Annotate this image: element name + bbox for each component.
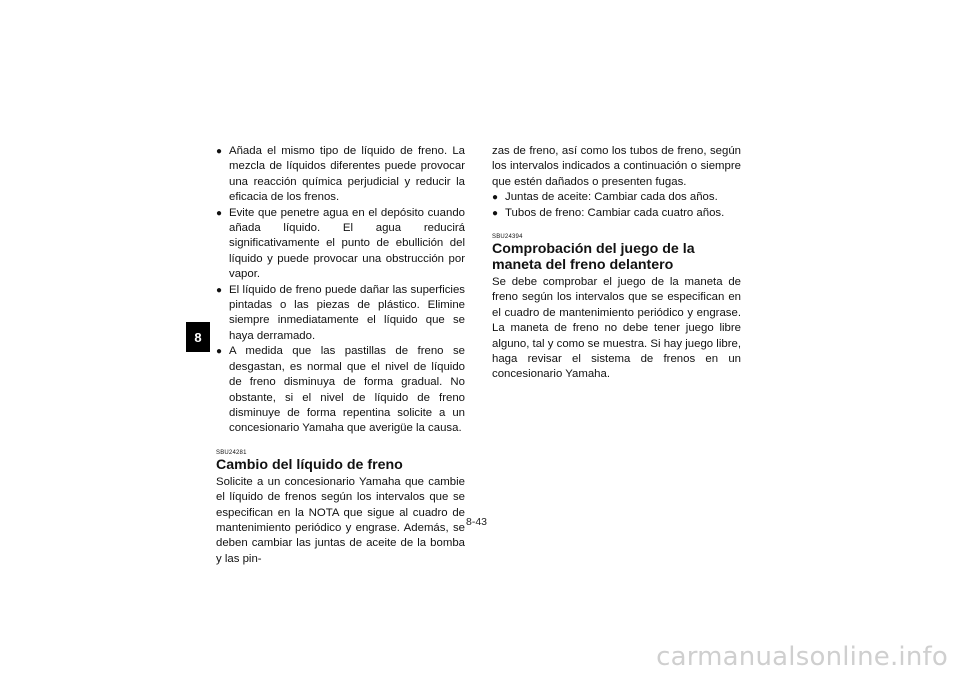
section-code: SBU24394	[492, 234, 523, 241]
bullet-item	[216, 206, 465, 283]
section-paragraph: Se debe comprobar el juego de la maneta de freno según los intervalos que se especifican en el cuadro de mantenimiento periódico y engrase. La maneta de freno no debe tener juego libre alguno, tal y como se muestra. Si hay juego libre, haga revisar el sistema de frenos en un concesionario Yamaha.	[492, 276, 741, 381]
section-code: SBU24281	[216, 449, 247, 456]
section-heading: Comprobación del juego de la maneta del freno delantero	[492, 241, 695, 274]
bullet-item	[216, 283, 465, 345]
bullet-text: A medida que las pastillas de freno se desgastan, es normal que el nivel de líquido de freno disminuya de forma gradual. No obstante, si el nivel de líquido de freno disminuye de forma repentina solicite a un concesionario Yamaha que averigüe la causa.	[229, 345, 465, 435]
bullet-icon: ●	[492, 207, 499, 219]
bullet-text: Tubos de freno: Cambiar cada cuatro años.	[505, 206, 725, 219]
chapter-tab: 8	[186, 322, 210, 352]
bullet-icon: ●	[216, 207, 223, 219]
bullet-item	[492, 190, 741, 205]
bullet-icon: ●	[216, 284, 223, 296]
bullet-text: Evite que penetre agua en el depósito cuando añada líquido. El agua reducirá significativamente el punto de ebullición del líquido y puede provocar una obstrucción por vapor.	[229, 206, 465, 281]
left-column	[216, 144, 465, 567]
bullet-item	[216, 344, 465, 436]
bullet-text: El líquido de freno puede dañar las superficies pintadas o las piezas de plástico. Elimine siempre inmediatamente el líquido que se haya derramado.	[229, 283, 465, 342]
section-paragraph: Solicite a un concesionario Yamaha que cambie el líquido de frenos según los intervalos que se especifican en la NOTA que sigue al cuadro de mantenimiento periódico y engrase. Además, se deben cambiar las juntas de aceite de la bomba y las pin-	[216, 475, 465, 565]
page-number: 8-43	[466, 516, 488, 528]
bullet-item	[492, 206, 741, 221]
bullet-icon: ●	[492, 192, 499, 204]
section-heading: Cambio del líquido de freno	[216, 456, 403, 473]
bullet-text: Juntas de aceite: Cambiar cada dos años.	[505, 191, 718, 204]
bullet-text: Añada el mismo tipo de líquido de freno. La mezcla de líquidos diferentes puede provocar una reacción química perjudicial y reducir la eficacia de los frenos.	[229, 145, 465, 204]
continuation-paragraph: zas de freno, así como los tubos de freno, según los intervalos indicados a continuación o siempre que estén dañados o presenten fugas.	[492, 145, 741, 188]
bullet-icon: ●	[216, 146, 223, 157]
right-column	[492, 144, 741, 383]
bullet-item	[216, 144, 465, 206]
bullet-icon: ●	[216, 346, 223, 358]
watermark[interactable]: carmanualsonline.info	[656, 642, 948, 672]
